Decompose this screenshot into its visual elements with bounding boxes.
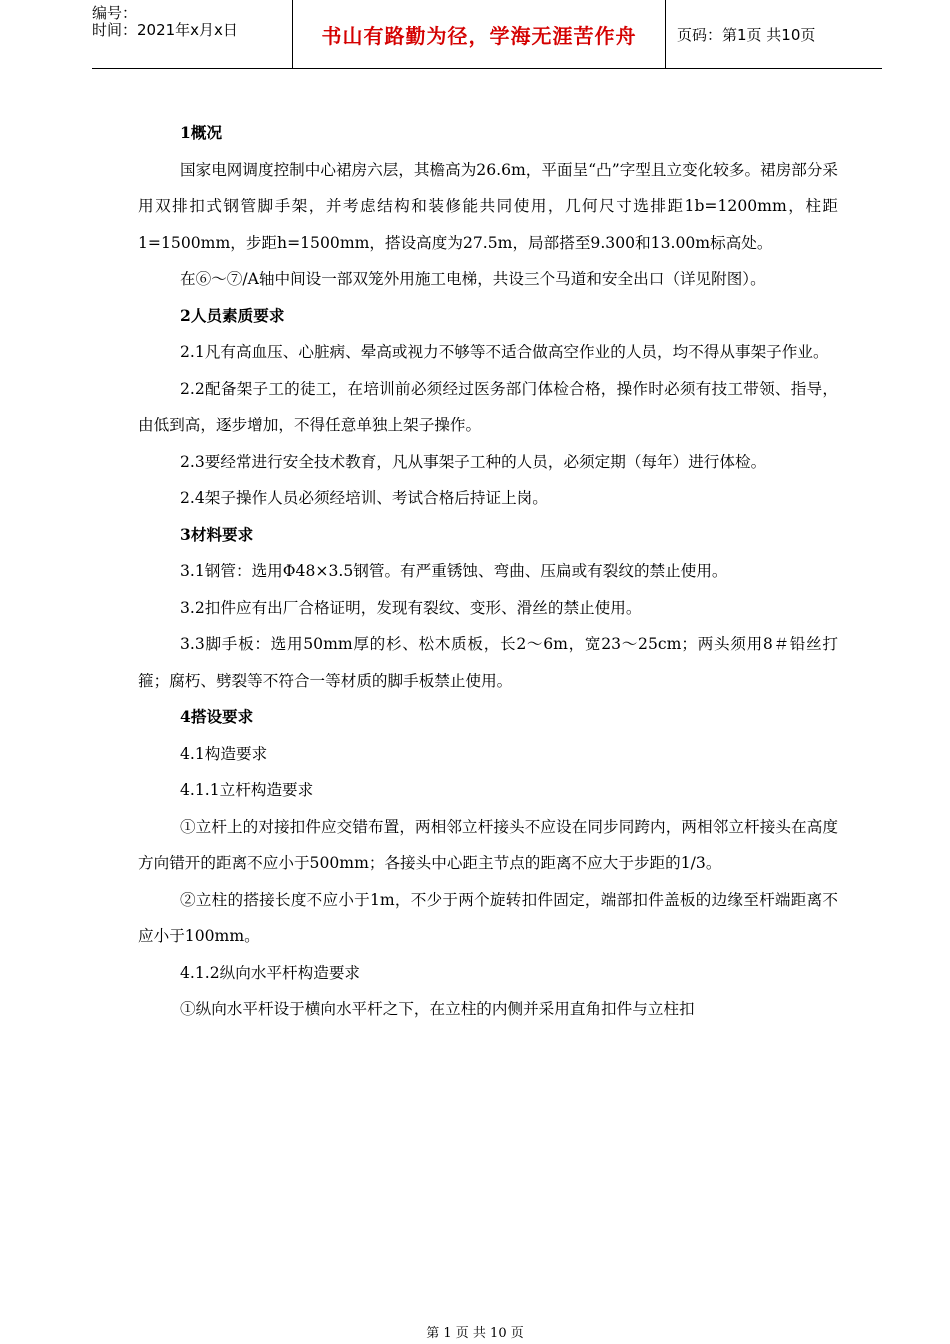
body-paragraph: 2.2配备架子工的徒工，在培训前必须经过医务部门体检合格，操作时必须有技工带领、指导，由低到高，逐步增加，不得任意单独上架子操作。	[138, 379, 838, 434]
section-heading: 2人员素质要求	[180, 305, 285, 325]
body-paragraph: 4.1.2纵向水平杆构造要求	[180, 963, 361, 982]
header-info	[92, 0, 292, 68]
page-footer: 第 1 页 共 10 页	[426, 1326, 524, 1341]
header-page-number: 页码：第1页 共10页	[677, 25, 816, 44]
body-paragraph: 国家电网调度控制中心裙房六层，其檐高为26.6m，平面呈“凸”字型且立变化较多。裙房部分采用双排扣式钢管脚手架，并考虑结构和装修能共同使用，几何尺寸选排距1b=1200mm，柱距1=1500mm，步距h=1500mm，搭设高度为27.5m，局部搭至9.300和13.00m标高处。	[138, 160, 839, 252]
body-paragraph: 2.4架子操作人员必须经培训、考试合格后持证上岗。	[180, 489, 548, 507]
section-heading: 1概况	[180, 123, 223, 142]
body-paragraph: ①立杆上的对接扣件应交错布置，两相邻立杆接头不应设在同步同跨内，两相邻立杆接头在高度方向错开的距离不应小于500mm；各接头中心距主节点的距离不应大于步距的1/3。	[138, 817, 838, 872]
section-heading: 3材料要求	[180, 524, 254, 544]
header-motto-cell	[292, 0, 666, 68]
page-header	[92, 0, 882, 69]
body-paragraph: ①纵向水平杆设于横向水平杆之下，在立柱的内侧并采用直角扣件与立柱扣	[180, 1000, 695, 1018]
document-time: 时间：2021年x月x日	[92, 21, 238, 39]
body-paragraph: 4.1构造要求	[180, 744, 268, 763]
body-paragraph: 4.1.1立杆构造要求	[180, 781, 314, 799]
body-paragraph: 2.1凡有高血压、心脏病、晕高或视力不够等不适合做高空作业的人员，均不得从事架子作业。	[180, 343, 829, 361]
body-paragraph: ②立柱的搭接长度不应小于1m，不少于两个旋转扣件固定，端部扣件盖板的边缘至杆端距离不应小于100mm。	[138, 890, 838, 945]
body-paragraph: 2.3要经常进行安全技术教育，凡从事架子工种的人员，必须定期（每年）进行体检。	[180, 452, 767, 471]
header-motto: 书山有路勤为径，学海无涯苦作舟	[321, 23, 637, 48]
body-paragraph: 3.2扣件应有出厂合格证明，发现有裂纹、变形、滑丝的禁止使用。	[180, 598, 642, 617]
body-paragraph: 3.1钢管：选用Φ48×3.5钢管。有严重锈蚀、弯曲、压扁或有裂纹的禁止使用。	[180, 562, 728, 580]
section-heading: 4搭设要求	[180, 707, 254, 726]
body-paragraph: 3.3脚手板：选用50mm厚的杉、松木质板，长2～6m，宽23～25cm；两头须用8＃铅丝打箍；腐朽、劈裂等不符合一等材质的脚手板禁止使用。	[138, 635, 838, 690]
document-number-label: 编号：	[92, 4, 138, 22]
body-paragraph: 在⑥～⑦/A轴中间设一部双笼外用施工电梯，共设三个马道和安全出口（详见附图）。	[180, 270, 766, 288]
document-body	[138, 115, 838, 1028]
